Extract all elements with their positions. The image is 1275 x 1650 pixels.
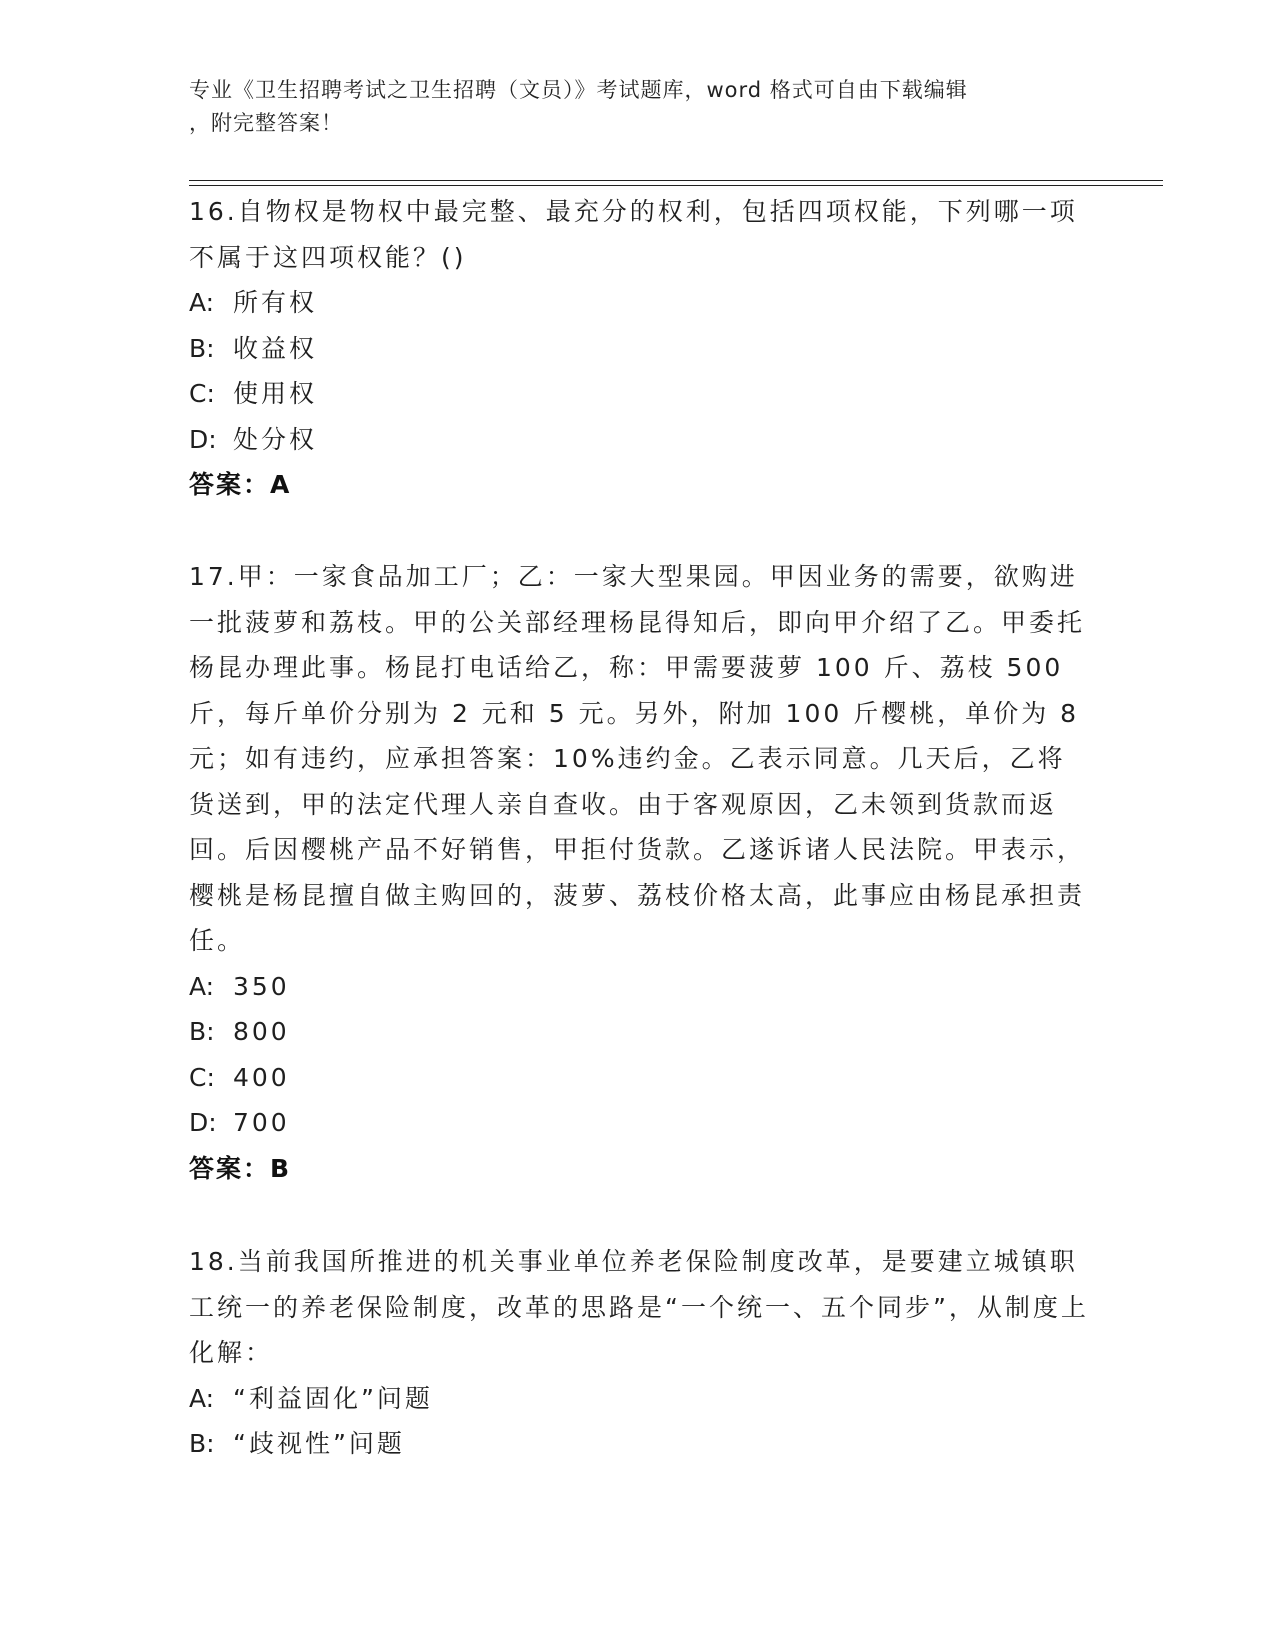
answer-label: 答案：B <box>189 1153 292 1183</box>
option-key: B: <box>189 333 215 363</box>
question-17 <box>189 554 1089 1192</box>
option-text: 使用权 <box>233 379 318 408</box>
header-divider-top <box>189 180 1163 181</box>
option-text: 800 <box>233 1017 290 1046</box>
option-b <box>189 326 1089 372</box>
option-key: A: <box>189 1383 215 1413</box>
option-b <box>189 1421 1089 1467</box>
option-key: A: <box>189 971 215 1001</box>
option-d <box>189 417 1089 463</box>
header-line-1: 专业《卫生招聘考试之卫生招聘（文员）》考试题库，word 格式可自由下载编辑 <box>189 78 968 102</box>
question-text: 17.甲：一家食品加工厂；乙：一家大型果园。甲因业务的需要，欲购进一批菠萝和荔枝。甲的公关部经理杨昆得知后，即向甲介绍了乙。甲委托杨昆办理此事。杨昆打电话给乙，称：甲需要菠萝 100 斤、荔枝 500 斤，每斤单价分别为 2 元和 5 元。另外，附加 100 斤樱桃，单价为 8 元；如有违约，应承担答案：10%违约金。乙表示同意。几天后，乙将货送到，甲的法定代理人亲自查收。由于客观原因，乙未领到货款而返回。后因樱桃产品不好销售，甲拒付货款。乙遂诉诸人民法院。甲表示，樱桃是杨昆擅自做主购回的，菠萝、荔枝价格太高，此事应由杨昆承担责任。 <box>189 562 1086 955</box>
option-key: B: <box>189 1017 215 1046</box>
option-text: 收益权 <box>233 333 318 363</box>
question-text: 16.自物权是物权中最完整、最充分的权利，包括四项权能，下列哪一项不属于这四项权能？() <box>189 197 1078 272</box>
question-text: 18.当前我国所推进的机关事业单位养老保险制度改革，是要建立城镇职工统一的养老保险制度，改革的思路是“一个统一、五个同步”，从制度上化解： <box>189 1247 1089 1367</box>
option-text: “利益固化”问题 <box>233 1383 433 1413</box>
option-text: 400 <box>233 1062 290 1092</box>
option-c <box>189 371 1089 417</box>
option-c <box>189 1055 1089 1101</box>
option-b <box>189 1009 1089 1055</box>
answer-label: 答案：A <box>189 470 292 499</box>
document-header <box>189 74 1089 140</box>
option-key: D: <box>189 1108 217 1137</box>
option-key: B: <box>189 1429 215 1458</box>
option-key: C: <box>189 1062 215 1092</box>
option-key: C: <box>189 379 215 408</box>
option-text: “歧视性”问题 <box>233 1429 405 1458</box>
option-text: 处分权 <box>233 424 318 454</box>
question-16 <box>189 189 1089 508</box>
option-text: 350 <box>233 971 290 1001</box>
option-d <box>189 1100 1089 1146</box>
option-a <box>189 964 1089 1010</box>
option-key: D: <box>189 424 217 454</box>
option-text: 所有权 <box>233 288 318 317</box>
option-text: 700 <box>233 1108 290 1137</box>
header-line-2: ，附完整答案！ <box>189 111 343 135</box>
option-a <box>189 1376 1089 1422</box>
option-a <box>189 280 1089 326</box>
header-divider-bottom <box>189 185 1163 186</box>
option-key: A: <box>189 288 215 317</box>
question-18 <box>189 1239 1089 1467</box>
